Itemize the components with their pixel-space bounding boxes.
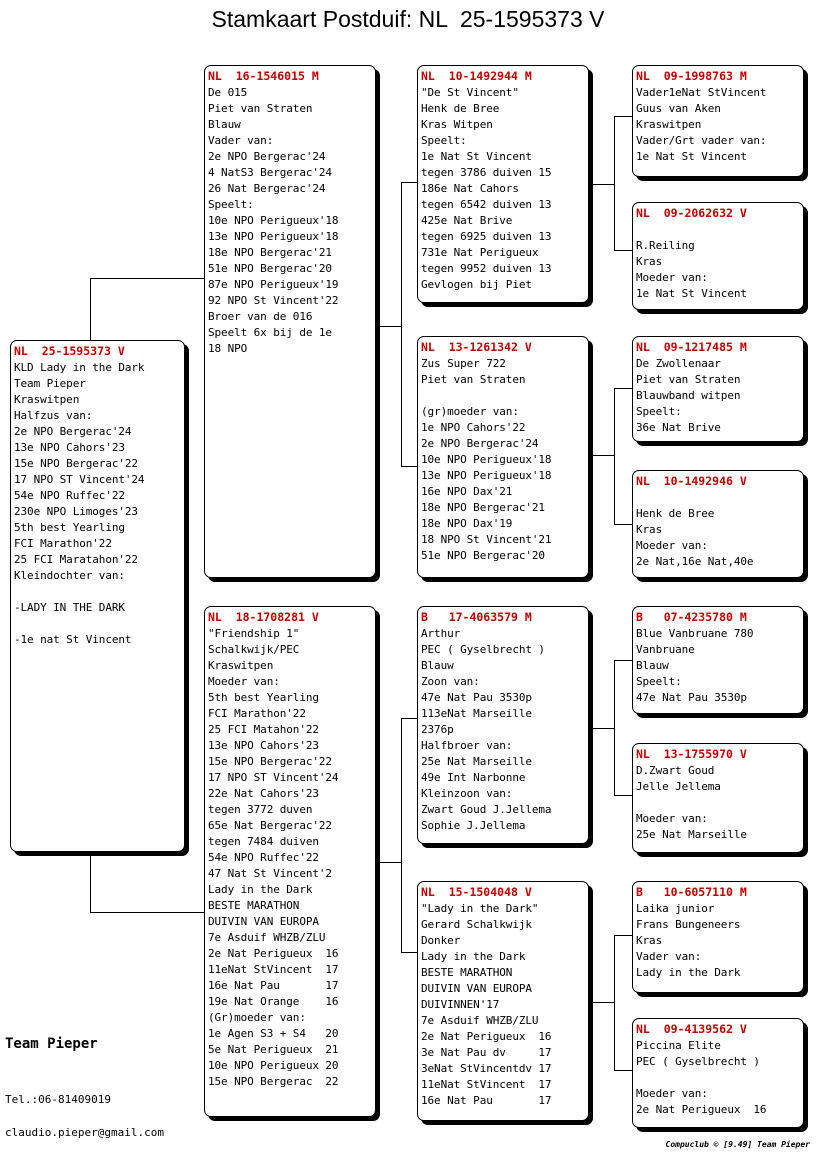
connector: [401, 952, 417, 953]
pigeon-info-line: Zoon van:: [421, 675, 480, 688]
connector: [614, 116, 615, 251]
pigeon-info-line: "Friendship 1": [208, 627, 300, 640]
pigeon-card-fmf[interactable]: [632, 336, 804, 442]
pigeon-info-line: FCI Marathon'22: [208, 707, 306, 720]
owner-email[interactable]: claudio.pieper@gmail.com: [5, 1126, 164, 1139]
pigeon-info-line: DUIVIN VAN EUROPA: [208, 915, 319, 928]
pigeon-info-line: 51e NPO Bergerac'20: [421, 549, 545, 562]
pigeon-info-line: Sophie J.Jellema: [421, 819, 526, 832]
pigeon-info-line: Blauwband witpen: [636, 389, 741, 402]
pigeon-info-line: Speelt:: [636, 675, 682, 688]
owner-phone: Tel.:06-81409019: [5, 1093, 111, 1106]
connector: [614, 250, 632, 251]
connector: [401, 718, 402, 953]
pigeon-info-line: Henk de Bree: [636, 507, 715, 520]
pigeon-card-fff[interactable]: [632, 65, 804, 177]
pigeon-info-line: 11eNat StVincent 17: [208, 963, 339, 976]
connector: [614, 935, 632, 936]
pigeon-info-line: Moeder van:: [636, 1087, 708, 1100]
pigeon-info-line: Piet van Straten: [636, 373, 741, 386]
pigeon-info-line: 65e Nat Bergerac'22: [208, 819, 332, 832]
pigeon-info-line: 5th best Yearling: [208, 691, 319, 704]
pigeon-info-line: Piccina Elite: [636, 1039, 721, 1052]
pigeon-info-line: Vader/Grt vader van:: [636, 134, 767, 147]
pigeon-info-line: 10e NPO Perigueux'18: [208, 214, 339, 227]
pigeon-info-line: [636, 1070, 803, 1086]
pigeon-info-line: FCI Marathon'22: [14, 537, 112, 550]
connector: [401, 182, 417, 183]
pigeon-info-line: tegen 9952 duiven 13: [421, 262, 552, 275]
pigeon-info-line: 26 Nat Bergerac'24: [208, 182, 326, 195]
pigeon-info-line: 18 NPO St Vincent'21: [421, 533, 552, 546]
pigeon-card-ffm[interactable]: [632, 202, 804, 310]
pigeon-info-line: [636, 490, 803, 506]
pigeon-info-line: 15e NPO Bergerac'22: [14, 457, 138, 470]
pigeon-info-line: Blauw: [208, 118, 241, 131]
pigeon-info-line: Gevlogen bij Piet: [421, 278, 532, 291]
pigeon-info-line: -1e nat St Vincent: [14, 633, 132, 646]
pigeon-info-line: Vader van:: [208, 134, 274, 147]
pigeon-info-line: Guus van Aken: [636, 102, 721, 115]
pigeon-info-line: Kras: [636, 523, 663, 536]
connector: [614, 660, 632, 661]
pigeon-info-line: 87e NPO Perigueux'19: [208, 278, 339, 291]
pigeon-info-line: 36e Nat Brive: [636, 421, 721, 434]
pigeon-info-line: 1e Nat St Vincent: [636, 287, 747, 300]
pigeon-card-main[interactable]: [10, 340, 185, 852]
pigeon-info-line: 16e Nat Pau 17: [208, 979, 339, 992]
pigeon-info-line: 51e NPO Bergerac'20: [208, 262, 332, 275]
pigeon-info-line: Kras: [636, 255, 663, 268]
pigeon-info-line: 18e NPO Dax'19: [421, 517, 513, 530]
pigeon-info-line: Vanbruane: [636, 643, 695, 656]
pigeon-info-line: [14, 584, 184, 600]
pigeon-info-line: Kraswitpen: [14, 393, 80, 406]
connector: [90, 278, 204, 279]
pigeon-card-father[interactable]: [204, 65, 376, 578]
connector: [614, 524, 632, 525]
pigeon-info-line: 25e Nat Marseille: [636, 828, 747, 841]
pigeon-info-line: 13e NPO Perigueux'18: [208, 230, 339, 243]
ring-number: NL 15-1504048 V: [421, 885, 532, 899]
pigeon-card-mff[interactable]: [632, 606, 804, 714]
pigeon-info-line: R.Reiling: [636, 239, 695, 252]
pigeon-info-line: Blauw: [421, 659, 454, 672]
pigeon-info-line: 18e NPO Bergerac'21: [421, 501, 545, 514]
pigeon-info-line: 7e Asduif WHZB/ZLU: [421, 1014, 539, 1027]
pigeon-info-line: Moeder van:: [636, 539, 708, 552]
pigeon-info-line: 15e NPO Bergerac'22: [208, 755, 332, 768]
pigeon-info-line: tegen 7484 duiven: [208, 835, 319, 848]
pigeon-info-line: "Lady in the Dark": [421, 902, 539, 915]
connector: [589, 455, 615, 456]
pigeon-info-line: Halfzus van:: [14, 409, 93, 422]
pigeon-info-line: 2e NPO Bergerac'24: [208, 150, 326, 163]
ring-number: NL 10-1492944 M: [421, 69, 532, 83]
ring-number: NL 09-1217485 M: [636, 340, 747, 354]
pigeon-info-line: Kleinzoon van:: [421, 787, 513, 800]
ring-number: NL 25-1595373 V: [14, 344, 125, 358]
software-credit: Compuclub © [9.49] Team Pieper: [665, 1140, 810, 1149]
pigeon-card-mother-mother[interactable]: [417, 881, 589, 1121]
pigeon-info-line: 2e Nat,16e Nat,40e: [636, 555, 754, 568]
ring-number: NL 10-1492946 V: [636, 474, 747, 488]
pigeon-info-line: Jelle Jellema: [636, 780, 721, 793]
pigeon-info-line: PEC ( Gyselbrecht ): [636, 1055, 760, 1068]
pigeon-info-line: tegen 3786 duiven 15: [421, 166, 552, 179]
connector: [614, 660, 615, 796]
pigeon-info-line: tegen 6925 duiven 13: [421, 230, 552, 243]
pigeon-info-line: PEC ( Gyselbrecht ): [421, 643, 545, 656]
connector: [90, 278, 91, 340]
pigeon-info-line: 47e Nat Pau 3530p: [636, 691, 747, 704]
pigeon-info-line: 2e Nat Perigueux 16: [636, 1103, 767, 1116]
pigeon-info-line: De 015: [208, 86, 248, 99]
pigeon-info-line: 18 NPO: [208, 342, 248, 355]
pigeon-info-line: Speelt:: [208, 198, 254, 211]
pigeon-info-line: 2376p: [421, 723, 454, 736]
pigeon-info-line: 13e NPO Cahors'23: [208, 739, 319, 752]
pigeon-info-line: 16e NPO Dax'21: [421, 485, 513, 498]
pigeon-info-line: -LADY IN THE DARK: [14, 601, 125, 614]
pigeon-info-line: 2e NPO Bergerac'24: [421, 437, 539, 450]
pigeon-info-line: 92 NPO St Vincent'22: [208, 294, 339, 307]
pigeon-info-line: 15e NPO Bergerac 22: [208, 1075, 339, 1088]
pigeon-info-line: 10e NPO Perigueux 20: [208, 1059, 339, 1072]
pigeon-info-line: Blue Vanbruane 780: [636, 627, 754, 640]
pigeon-info-line: Moeder van:: [636, 271, 708, 284]
pigeon-info-line: Kraswitpen: [208, 659, 274, 672]
pigeon-info-line: Zwart Goud J.Jellema: [421, 803, 552, 816]
pigeon-info-line: Lady in the Dark: [636, 966, 741, 979]
pigeon-card-mother[interactable]: [204, 606, 376, 1117]
connector: [376, 326, 402, 327]
pigeon-info-line: 47e Nat Pau 3530p: [421, 691, 532, 704]
pigeon-info-line: 1e Nat St Vincent: [421, 150, 532, 163]
page-title: Stamkaart Postduif: NL 25-1595373 V: [211, 6, 605, 32]
pigeon-info-line: 1e Agen S3 + S4 20: [208, 1027, 339, 1040]
pigeon-info-line: 5e Nat Perigueux 21: [208, 1043, 339, 1056]
pigeon-info-line: Moeder van:: [636, 812, 708, 825]
connector: [401, 182, 402, 467]
pigeon-info-line: Schalkwijk/PEC: [208, 643, 300, 656]
pigeon-info-line: 25 FCI Maratahon'22: [14, 553, 138, 566]
pigeon-info-line: Kras: [636, 934, 663, 947]
pigeon-info-line: 22e Nat Cahors'23: [208, 787, 319, 800]
pigeon-info-line: Team Pieper: [14, 377, 86, 390]
ring-number: NL 18-1708281 V: [208, 610, 319, 624]
connector: [614, 1070, 632, 1071]
pigeon-info-line: 17 NPO ST Vincent'24: [14, 473, 145, 486]
connector: [90, 852, 91, 912]
pigeon-info-line: Vader van:: [636, 950, 702, 963]
pigeon-info-line: 1e Nat St Vincent: [636, 150, 747, 163]
pigeon-card-mmf[interactable]: [632, 881, 804, 993]
pigeon-info-line: Piet van Straten: [208, 102, 313, 115]
connector: [589, 728, 615, 729]
connector: [90, 912, 204, 913]
ring-number: B 07-4235780 M: [636, 610, 747, 624]
pigeon-info-line: 425e Nat Brive: [421, 214, 513, 227]
pigeon-info-line: BESTE MARATHON: [421, 966, 513, 979]
pigeon-info-line: Gerard Schalkwijk: [421, 918, 532, 931]
pigeon-info-line: 2e NPO Bergerac'24: [14, 425, 132, 438]
connector: [376, 862, 402, 863]
pigeon-info-line: 25e Nat Marseille: [421, 755, 532, 768]
connector: [614, 935, 615, 1071]
pigeon-info-line: Broer van de 016: [208, 310, 313, 323]
pigeon-info-line: 13e NPO Cahors'23: [14, 441, 125, 454]
pigeon-info-line: 5th best Yearling: [14, 521, 125, 534]
pigeon-info-line: Speelt:: [636, 405, 682, 418]
pigeon-info-line: Vader1eNat StVincent: [636, 86, 767, 99]
pigeon-info-line: 1e NPO Cahors'22: [421, 421, 526, 434]
pigeon-info-line: 4 NatS3 Bergerac'24: [208, 166, 332, 179]
pigeon-info-line: Speelt 6x bij de 1e: [208, 326, 332, 339]
pigeon-card-mfm[interactable]: [632, 743, 804, 853]
ring-number: B 10-6057110 M: [636, 885, 747, 899]
pigeon-info-line: Henk de Bree: [421, 102, 500, 115]
pigeon-info-line: (Gr)moeder van:: [208, 1011, 306, 1024]
pigeon-info-line: 47 Nat St Vincent'2: [208, 867, 332, 880]
pigeon-card-father-mother[interactable]: [417, 336, 589, 578]
pigeon-info-line: DUIVINNEN'17: [421, 998, 500, 1011]
connector: [401, 466, 417, 467]
pigeon-info-line: D.Zwart Goud: [636, 764, 715, 777]
pigeon-info-line: 17 NPO ST Vincent'24: [208, 771, 339, 784]
pigeon-info-line: 230e NPO Limoges'23: [14, 505, 138, 518]
pigeon-info-line: 25 FCI Matahon'22: [208, 723, 319, 736]
pigeon-info-line: Kras Witpen: [421, 118, 493, 131]
pigeon-info-line: Speelt:: [421, 134, 467, 147]
pigeon-card-father-father[interactable]: [417, 65, 589, 303]
pigeon-card-fmm[interactable]: [632, 470, 804, 578]
connector: [401, 718, 417, 719]
pigeon-card-mmm[interactable]: [632, 1018, 804, 1128]
pigeon-info-line: Blauw: [636, 659, 669, 672]
ring-number: NL 16-1546015 M: [208, 69, 319, 83]
pigeon-info-line: 10e NPO Perigueux'18: [421, 453, 552, 466]
pigeon-info-line: DUIVIN VAN EUROPA: [421, 982, 532, 995]
pigeon-info-line: 54e NPO Ruffec'22: [208, 851, 319, 864]
pigeon-info-line: Frans Bungeneers: [636, 918, 741, 931]
pigeon-info-line: Lady in the Dark: [208, 883, 313, 896]
pigeon-info-line: 18e NPO Bergerac'21: [208, 246, 332, 259]
pigeon-info-line: tegen 3772 duven: [208, 803, 313, 816]
pigeon-info-line: 16e Nat Pau 17: [421, 1094, 552, 1107]
ring-number: B 17-4063579 M: [421, 610, 532, 624]
pigeon-info-line: 113eNat Marseille: [421, 707, 532, 720]
pigeon-info-line: Lady in the Dark: [421, 950, 526, 963]
ring-number: NL 09-2062632 V: [636, 206, 747, 220]
pigeon-info-line: tegen 6542 duiven 13: [421, 198, 552, 211]
pigeon-info-line: KLD Lady in the Dark: [14, 361, 145, 374]
pigeon-info-line: 2e Nat Perigueux 16: [208, 947, 339, 960]
pigeon-info-line: BESTE MARATHON: [208, 899, 300, 912]
pigeon-info-line: 11eNat StVincent 17: [421, 1078, 552, 1091]
pigeon-info-line: [14, 616, 184, 632]
pigeon-info-line: Halfbroer van:: [421, 739, 513, 752]
pigeon-info-line: Moeder van:: [208, 675, 280, 688]
pigeon-info-line: 2e Nat Perigueux 16: [421, 1030, 552, 1043]
pigeon-info-line: 19e Nat Orange 16: [208, 995, 339, 1008]
connector: [614, 116, 632, 117]
pigeon-info-line: 731e Nat Perigueux: [421, 246, 539, 259]
ring-number: NL 13-1755970 V: [636, 747, 747, 761]
pigeon-info-line: Kleindochter van:: [14, 569, 125, 582]
pigeon-info-line: Donker: [421, 934, 461, 947]
pigeon-card-mother-father[interactable]: [417, 606, 589, 844]
pigeon-info-line: Piet van Straten: [421, 373, 526, 386]
connector: [589, 1002, 615, 1003]
pigeon-info-line: 54e NPO Ruffec'22: [14, 489, 125, 502]
ring-number: NL 09-1998763 M: [636, 69, 747, 83]
pigeon-info-line: 7e Asduif WHZB/ZLU: [208, 931, 326, 944]
pigeon-info-line: 3eNat StVincentdv 17: [421, 1062, 552, 1075]
pigeon-info-line: [421, 388, 588, 404]
owner-name: Team Pieper: [5, 1036, 98, 1052]
pigeon-info-line: Laika junior: [636, 902, 715, 915]
ring-number: NL 13-1261342 V: [421, 340, 532, 354]
connector: [614, 795, 632, 796]
pigeon-info-line: 13e NPO Perigueux'18: [421, 469, 552, 482]
pigeon-info-line: Arthur: [421, 627, 461, 640]
connector: [614, 388, 615, 525]
pigeon-info-line: [636, 222, 803, 238]
pigeon-info-line: De Zwollenaar: [636, 357, 721, 370]
pigeon-info-line: 186e Nat Cahors: [421, 182, 519, 195]
ring-number: NL 09-4139562 V: [636, 1022, 747, 1036]
pigeon-info-line: 3e Nat Pau dv 17: [421, 1046, 552, 1059]
pigeon-info-line: (gr)moeder van:: [421, 405, 519, 418]
connector: [589, 184, 615, 185]
pigeon-info-line: Kraswitpen: [636, 118, 702, 131]
connector: [614, 388, 632, 389]
pigeon-info-line: Zus Super 722: [421, 357, 506, 370]
pigeon-info-line: "De St Vincent": [421, 86, 519, 99]
pigeon-info-line: 49e Int Narbonne: [421, 771, 526, 784]
pigeon-info-line: [636, 795, 803, 811]
